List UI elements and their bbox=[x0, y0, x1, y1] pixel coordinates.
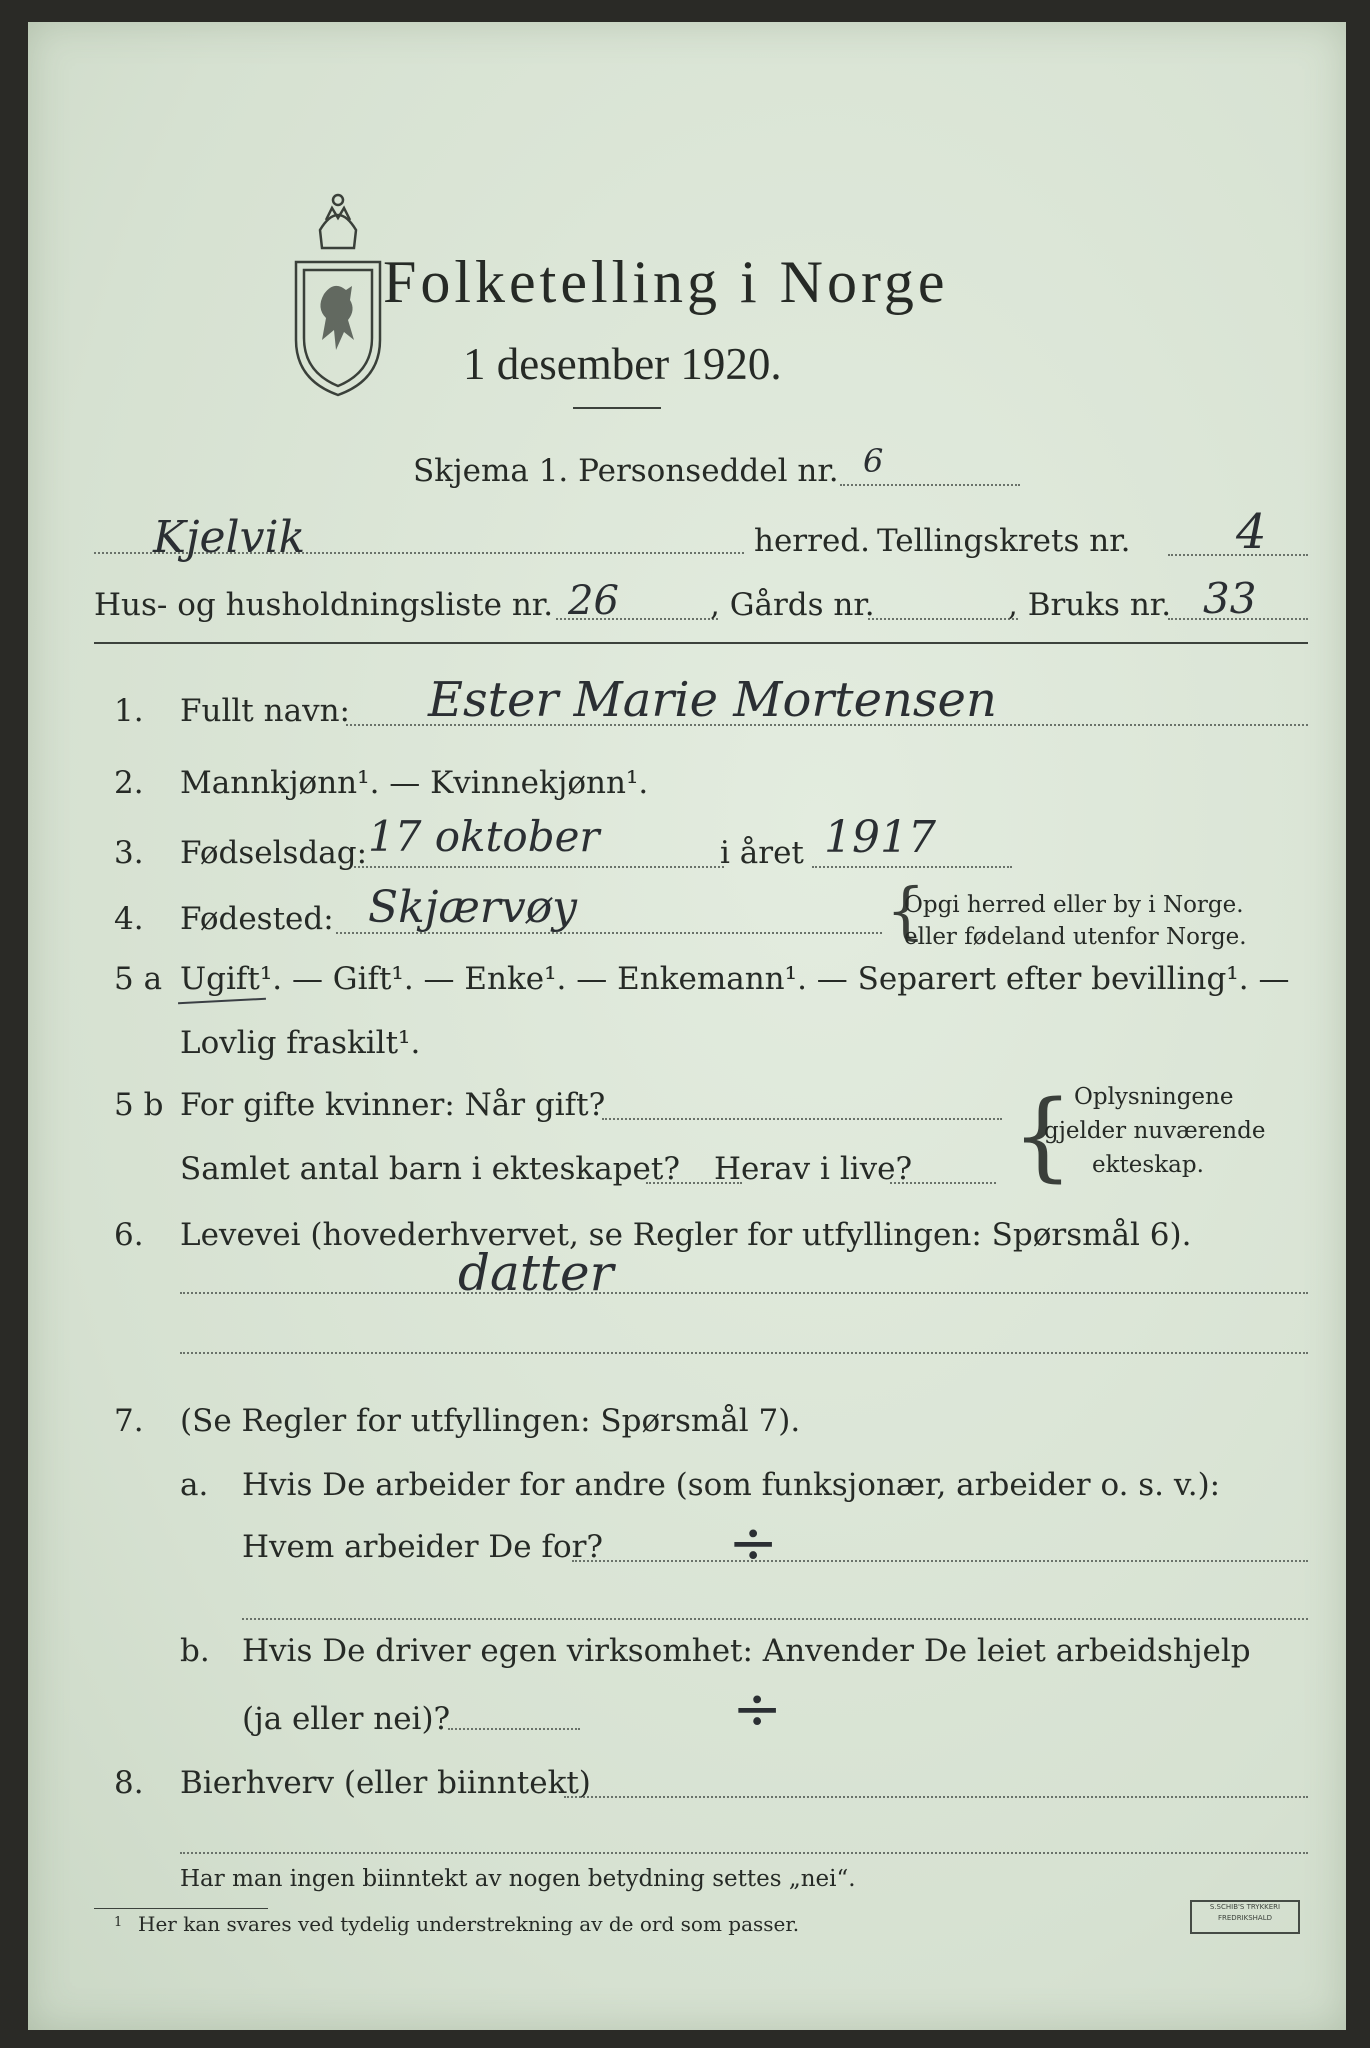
q1-label: Fullt navn: bbox=[180, 693, 350, 729]
q5b-label: For gifte kvinner: Når gift? bbox=[180, 1087, 606, 1123]
q1-number: 1. bbox=[114, 693, 144, 729]
q6-label: Levevei (hovederhvervet, se Regler for utfyllingen: Spørsmål 6). bbox=[180, 1217, 1192, 1253]
bruks-value: 33 bbox=[1203, 574, 1257, 623]
q3-value: 17 oktober bbox=[368, 812, 600, 861]
q6-number: 6. bbox=[114, 1217, 144, 1253]
q4-value: Skjærvøy bbox=[368, 882, 578, 933]
footnote-text: Her kan svares ved tydelig understrekning av de ord som passer. bbox=[138, 1912, 800, 1936]
q5b-note-brace: { bbox=[1012, 1080, 1074, 1192]
q7a-label: Hvis De arbeider for andre (som funksjonær, arbeider o. s. v.): bbox=[242, 1467, 1221, 1503]
q7b-label: Hvis De driver egen virksomhet: Anvender De leiet arbeidshjelp bbox=[242, 1633, 1251, 1669]
q3-year-line bbox=[812, 866, 1012, 868]
q5a-label: Ugift¹. — Gift¹. — Enke¹. — Enkemann¹. — Separert efter bevilling¹. — bbox=[180, 961, 1290, 997]
q5b-note-line1: Oplysningene bbox=[1074, 1084, 1234, 1110]
printer-stamp-line2: FREDRIKSHALD bbox=[1217, 1914, 1272, 1922]
q7-number: 7. bbox=[114, 1403, 144, 1439]
census-date: 1 desember 1920. bbox=[463, 339, 782, 389]
tellingskrets-value: 4 bbox=[1236, 504, 1267, 560]
q3-line bbox=[354, 866, 724, 868]
q5a-label-line2: Lovlig fraskilt¹. bbox=[180, 1025, 421, 1061]
q2-number: 2. bbox=[114, 765, 144, 801]
q5b-number: 5 b bbox=[114, 1087, 164, 1123]
q3-label: Fødselsdag: bbox=[180, 835, 368, 871]
bruks-label: , Bruks nr. bbox=[1008, 587, 1172, 623]
gards-line bbox=[868, 618, 1018, 620]
q5b-alive-line bbox=[890, 1182, 996, 1184]
norway-coat-of-arms-icon bbox=[290, 190, 386, 402]
q7b-value: ÷ bbox=[732, 1674, 783, 1744]
printer-stamp bbox=[1190, 1900, 1300, 1934]
q2-label: Mannkjønn¹. — Kvinnekjønn¹. bbox=[180, 765, 649, 801]
q3-number: 3. bbox=[114, 835, 144, 871]
q8-line2 bbox=[180, 1852, 1308, 1854]
q7-label: (Se Regler for utfyllingen: Spørsmål 7). bbox=[180, 1403, 801, 1439]
biinntekt-note: Har man ingen biinntekt av nogen betydning settes „nei“. bbox=[180, 1866, 856, 1892]
q7b-letter: b. bbox=[180, 1633, 210, 1669]
title-divider bbox=[573, 407, 661, 409]
q5b-note-line3: ekteskap. bbox=[1092, 1152, 1204, 1178]
q7a-who-label: Hvem arbeider De for? bbox=[242, 1529, 604, 1565]
q4-note-line1: Opgi herred eller by i Norge. bbox=[904, 892, 1244, 918]
gards-label: , Gårds nr. bbox=[710, 587, 875, 623]
footnote-number: 1 bbox=[114, 1915, 123, 1930]
q7a-letter: a. bbox=[180, 1467, 209, 1503]
tellingskrets-label: Tellingskrets nr. bbox=[877, 523, 1131, 559]
q4-number: 4. bbox=[114, 901, 144, 937]
q4-note-line2: eller fødeland utenfor Norge. bbox=[904, 924, 1247, 950]
footnote-divider bbox=[94, 1908, 268, 1909]
q5b-children-label: Samlet antal barn i ekteskapet? bbox=[180, 1151, 680, 1187]
q3-year-value: 1917 bbox=[824, 812, 936, 863]
printer-stamp-line1: S.SCHIB'S TRYKKERI bbox=[1209, 1903, 1281, 1911]
q1-value: Ester Marie Mortensen bbox=[428, 672, 997, 728]
q7a-value: ÷ bbox=[728, 1508, 779, 1578]
q6-line1 bbox=[180, 1292, 1308, 1294]
q8-label: Bierhverv (eller biinntekt) bbox=[180, 1765, 591, 1801]
skjema-value: 6 bbox=[863, 442, 884, 480]
herred-label: herred. bbox=[754, 523, 870, 559]
q5b-married-line bbox=[602, 1118, 1002, 1120]
q8-number: 8. bbox=[114, 1765, 144, 1801]
q3-year-label: i året bbox=[720, 835, 804, 871]
header-divider bbox=[94, 642, 1308, 644]
q5b-note-line2: gjelder nuværende bbox=[1044, 1118, 1266, 1144]
hus-label: Hus- og husholdningsliste nr. bbox=[94, 587, 554, 623]
q6-line2 bbox=[180, 1352, 1308, 1354]
q5a-ugift-underline bbox=[178, 998, 266, 1005]
q7b-line bbox=[448, 1728, 580, 1730]
skjema-line bbox=[840, 484, 1020, 486]
q5a-number: 5 a bbox=[114, 961, 163, 997]
herred-value: Kjelvik bbox=[153, 512, 306, 563]
q5b-alive-label: Herav i live? bbox=[714, 1151, 913, 1187]
census-form-page bbox=[28, 22, 1346, 2030]
skjema-label: Skjema 1. Personseddel nr. bbox=[413, 453, 839, 489]
q6-value: datter bbox=[458, 1244, 614, 1302]
form-title: Folketelling i Norge bbox=[383, 249, 949, 315]
q4-note-brace: { bbox=[886, 874, 926, 947]
q7b-jn-label: (ja eller nei)? bbox=[242, 1701, 451, 1737]
hus-value: 26 bbox=[568, 578, 619, 624]
q7a-line2 bbox=[242, 1618, 1308, 1620]
q4-label: Fødested: bbox=[180, 901, 334, 937]
q8-line1 bbox=[564, 1796, 1308, 1798]
q7a-line1 bbox=[572, 1560, 1308, 1562]
